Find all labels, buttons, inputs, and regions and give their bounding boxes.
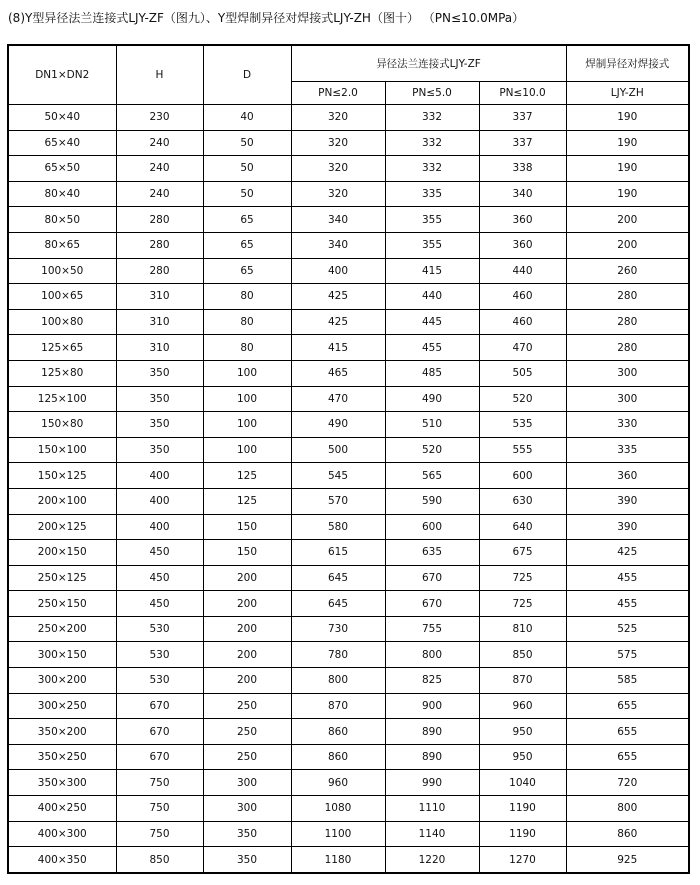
cell-pn-2: 730 [291,616,385,642]
cell-pn-10: 520 [479,386,566,412]
cell-d: 100 [203,386,291,412]
cell-dn: 250×150 [8,591,116,617]
cell-ljy-zh: 655 [566,744,689,770]
cell-ljy-zh: 360 [566,463,689,489]
cell-pn-2: 780 [291,642,385,668]
cell-d: 50 [203,156,291,182]
col-header-pn-2: PN≤2.0 [291,82,385,105]
cell-ljy-zh: 585 [566,668,689,694]
cell-h: 670 [116,693,203,719]
table-row [8,463,689,489]
cell-d: 200 [203,668,291,694]
table-row [8,565,689,591]
cell-dn: 400×300 [8,821,116,847]
cell-pn-5: 670 [385,591,479,617]
cell-h: 530 [116,668,203,694]
table-row [8,719,689,745]
cell-pn-5: 490 [385,386,479,412]
cell-ljy-zh: 655 [566,719,689,745]
cell-pn-2: 545 [291,463,385,489]
cell-d: 250 [203,744,291,770]
cell-pn-5: 520 [385,437,479,463]
cell-d: 350 [203,821,291,847]
table-row [8,821,689,847]
cell-d: 80 [203,335,291,361]
col-header-h: H [116,45,203,105]
cell-pn-10: 440 [479,258,566,284]
cell-d: 80 [203,309,291,335]
cell-pn-2: 645 [291,591,385,617]
cell-pn-5: 755 [385,616,479,642]
cell-pn-5: 510 [385,412,479,438]
cell-h: 400 [116,463,203,489]
table-caption: (8)Y型异径法兰连接式LJY-ZF（图九）、Y型焊制异径对焊接式LJY-ZH（图十） （PN≤10.0MPa） [8,11,525,25]
cell-pn-2: 860 [291,719,385,745]
cell-pn-10: 460 [479,284,566,310]
table-row [8,591,689,617]
cell-d: 100 [203,360,291,386]
cell-pn-2: 400 [291,258,385,284]
cell-ljy-zh: 525 [566,616,689,642]
cell-ljy-zh: 280 [566,335,689,361]
cell-pn-10: 725 [479,565,566,591]
cell-dn: 400×350 [8,847,116,873]
cell-pn-5: 635 [385,540,479,566]
table-row [8,616,689,642]
cell-d: 200 [203,616,291,642]
cell-pn-10: 337 [479,105,566,131]
cell-ljy-zh: 455 [566,565,689,591]
cell-pn-5: 415 [385,258,479,284]
cell-pn-5: 1110 [385,796,479,822]
cell-d: 300 [203,796,291,822]
col-header-ljy-zh: LJY-ZH [566,82,689,105]
cell-dn: 200×125 [8,514,116,540]
cell-pn-10: 340 [479,181,566,207]
table-row [8,360,689,386]
cell-pn-10: 630 [479,488,566,514]
table-row [8,284,689,310]
cell-pn-10: 338 [479,156,566,182]
cell-pn-5: 355 [385,232,479,258]
cell-pn-2: 1080 [291,796,385,822]
cell-h: 350 [116,412,203,438]
cell-h: 400 [116,488,203,514]
table-row [8,105,689,131]
cell-ljy-zh: 575 [566,642,689,668]
cell-h: 750 [116,770,203,796]
cell-pn-5: 890 [385,744,479,770]
col-header-pn-5: PN≤5.0 [385,82,479,105]
cell-pn-2: 340 [291,232,385,258]
cell-h: 750 [116,821,203,847]
cell-pn-5: 800 [385,642,479,668]
cell-h: 530 [116,642,203,668]
cell-d: 65 [203,207,291,233]
cell-ljy-zh: 280 [566,309,689,335]
cell-pn-5: 355 [385,207,479,233]
cell-pn-5: 600 [385,514,479,540]
table-row [8,309,689,335]
cell-ljy-zh: 860 [566,821,689,847]
cell-ljy-zh: 425 [566,540,689,566]
table-row [8,412,689,438]
cell-pn-2: 340 [291,207,385,233]
table-row [8,181,689,207]
cell-pn-10: 535 [479,412,566,438]
cell-pn-10: 337 [479,130,566,156]
cell-pn-10: 360 [479,207,566,233]
cell-d: 50 [203,130,291,156]
table-row [8,668,689,694]
cell-dn: 80×40 [8,181,116,207]
cell-d: 200 [203,565,291,591]
cell-pn-2: 320 [291,105,385,131]
cell-h: 350 [116,386,203,412]
cell-dn: 80×50 [8,207,116,233]
cell-ljy-zh: 925 [566,847,689,873]
col-header-dn: DN1×DN2 [8,45,116,105]
cell-d: 40 [203,105,291,131]
cell-ljy-zh: 390 [566,488,689,514]
table-row [8,744,689,770]
cell-h: 670 [116,744,203,770]
cell-pn-10: 1190 [479,796,566,822]
cell-h: 240 [116,130,203,156]
cell-ljy-zh: 280 [566,284,689,310]
cell-pn-2: 465 [291,360,385,386]
cell-dn: 125×80 [8,360,116,386]
cell-pn-5: 445 [385,309,479,335]
cell-dn: 50×40 [8,105,116,131]
cell-pn-2: 860 [291,744,385,770]
cell-ljy-zh: 190 [566,156,689,182]
cell-d: 50 [203,181,291,207]
cell-pn-5: 335 [385,181,479,207]
table-row [8,437,689,463]
cell-pn-5: 670 [385,565,479,591]
cell-dn: 250×125 [8,565,116,591]
cell-pn-2: 490 [291,412,385,438]
cell-ljy-zh: 200 [566,207,689,233]
col-header-pn-10: PN≤10.0 [479,82,566,105]
cell-pn-2: 615 [291,540,385,566]
table-row [8,642,689,668]
cell-d: 80 [203,284,291,310]
cell-d: 65 [203,258,291,284]
cell-pn-5: 825 [385,668,479,694]
cell-dn: 300×150 [8,642,116,668]
cell-pn-10: 870 [479,668,566,694]
cell-h: 750 [116,796,203,822]
cell-d: 100 [203,412,291,438]
cell-pn-2: 425 [291,284,385,310]
cell-d: 250 [203,693,291,719]
cell-h: 280 [116,232,203,258]
cell-h: 450 [116,540,203,566]
cell-pn-5: 1220 [385,847,479,873]
table-row [8,156,689,182]
cell-ljy-zh: 190 [566,105,689,131]
table-row [8,232,689,258]
cell-pn-10: 850 [479,642,566,668]
cell-pn-2: 470 [291,386,385,412]
cell-pn-2: 320 [291,130,385,156]
cell-pn-2: 1180 [291,847,385,873]
cell-pn-5: 485 [385,360,479,386]
cell-h: 350 [116,437,203,463]
cell-pn-5: 332 [385,156,479,182]
col-header-d: D [203,45,291,105]
cell-dn: 100×50 [8,258,116,284]
cell-h: 280 [116,258,203,284]
cell-pn-2: 960 [291,770,385,796]
cell-pn-10: 600 [479,463,566,489]
cell-h: 850 [116,847,203,873]
cell-d: 250 [203,719,291,745]
cell-d: 350 [203,847,291,873]
cell-h: 350 [116,360,203,386]
table-row [8,540,689,566]
cell-pn-5: 900 [385,693,479,719]
cell-dn: 125×65 [8,335,116,361]
cell-dn: 250×200 [8,616,116,642]
table-row [8,335,689,361]
cell-ljy-zh: 720 [566,770,689,796]
cell-d: 150 [203,540,291,566]
cell-pn-5: 590 [385,488,479,514]
cell-pn-2: 415 [291,335,385,361]
cell-pn-2: 500 [291,437,385,463]
cell-ljy-zh: 800 [566,796,689,822]
cell-h: 310 [116,335,203,361]
table-row [8,488,689,514]
cell-pn-5: 565 [385,463,479,489]
cell-pn-5: 890 [385,719,479,745]
table-row [8,847,689,873]
table-row [8,796,689,822]
cell-ljy-zh: 300 [566,386,689,412]
cell-h: 530 [116,616,203,642]
cell-pn-10: 1040 [479,770,566,796]
cell-dn: 80×65 [8,232,116,258]
cell-pn-5: 332 [385,130,479,156]
cell-dn: 350×200 [8,719,116,745]
cell-h: 310 [116,309,203,335]
cell-pn-2: 320 [291,156,385,182]
cell-pn-5: 440 [385,284,479,310]
cell-pn-10: 725 [479,591,566,617]
cell-pn-5: 332 [385,105,479,131]
cell-pn-2: 320 [291,181,385,207]
cell-ljy-zh: 300 [566,360,689,386]
cell-dn: 350×250 [8,744,116,770]
cell-pn-10: 460 [479,309,566,335]
cell-pn-2: 800 [291,668,385,694]
cell-dn: 100×65 [8,284,116,310]
cell-pn-10: 360 [479,232,566,258]
cell-ljy-zh: 260 [566,258,689,284]
cell-h: 240 [116,156,203,182]
cell-dn: 200×100 [8,488,116,514]
cell-ljy-zh: 655 [566,693,689,719]
cell-ljy-zh: 190 [566,130,689,156]
table-row [8,258,689,284]
table-row [8,693,689,719]
cell-dn: 400×250 [8,796,116,822]
cell-pn-10: 555 [479,437,566,463]
cell-d: 125 [203,488,291,514]
table-body [8,105,689,873]
cell-dn: 150×125 [8,463,116,489]
table-row [8,770,689,796]
cell-dn: 150×80 [8,412,116,438]
table-row [8,130,689,156]
cell-pn-2: 1100 [291,821,385,847]
header-row-1 [8,45,689,82]
cell-d: 200 [203,591,291,617]
cell-pn-2: 870 [291,693,385,719]
cell-dn: 150×100 [8,437,116,463]
cell-d: 200 [203,642,291,668]
cell-h: 450 [116,591,203,617]
cell-pn-2: 580 [291,514,385,540]
cell-pn-10: 1190 [479,821,566,847]
cell-ljy-zh: 390 [566,514,689,540]
cell-pn-10: 810 [479,616,566,642]
cell-ljy-zh: 455 [566,591,689,617]
cell-pn-10: 950 [479,719,566,745]
cell-h: 670 [116,719,203,745]
cell-dn: 65×40 [8,130,116,156]
col-group-weld: 焊制异径对焊接式 [566,45,689,82]
cell-dn: 125×100 [8,386,116,412]
cell-pn-10: 950 [479,744,566,770]
table-row [8,514,689,540]
cell-pn-2: 645 [291,565,385,591]
cell-d: 150 [203,514,291,540]
cell-pn-2: 425 [291,309,385,335]
cell-pn-10: 640 [479,514,566,540]
cell-h: 450 [116,565,203,591]
cell-h: 230 [116,105,203,131]
col-group-flange: 异径法兰连接式LJY-ZF [291,45,566,82]
cell-dn: 65×50 [8,156,116,182]
cell-dn: 350×300 [8,770,116,796]
cell-h: 310 [116,284,203,310]
cell-pn-10: 960 [479,693,566,719]
cell-h: 280 [116,207,203,233]
table-row [8,386,689,412]
cell-dn: 200×150 [8,540,116,566]
cell-d: 300 [203,770,291,796]
cell-ljy-zh: 330 [566,412,689,438]
cell-d: 65 [203,232,291,258]
cell-pn-5: 455 [385,335,479,361]
dimension-table [7,44,690,874]
cell-h: 240 [116,181,203,207]
cell-pn-10: 1270 [479,847,566,873]
cell-dn: 300×200 [8,668,116,694]
cell-pn-10: 505 [479,360,566,386]
cell-d: 100 [203,437,291,463]
cell-d: 125 [203,463,291,489]
table-row [8,207,689,233]
cell-pn-5: 990 [385,770,479,796]
cell-pn-10: 470 [479,335,566,361]
cell-ljy-zh: 335 [566,437,689,463]
cell-h: 400 [116,514,203,540]
cell-pn-10: 675 [479,540,566,566]
cell-ljy-zh: 200 [566,232,689,258]
cell-ljy-zh: 190 [566,181,689,207]
cell-dn: 300×250 [8,693,116,719]
cell-dn: 100×80 [8,309,116,335]
cell-pn-2: 570 [291,488,385,514]
cell-pn-5: 1140 [385,821,479,847]
